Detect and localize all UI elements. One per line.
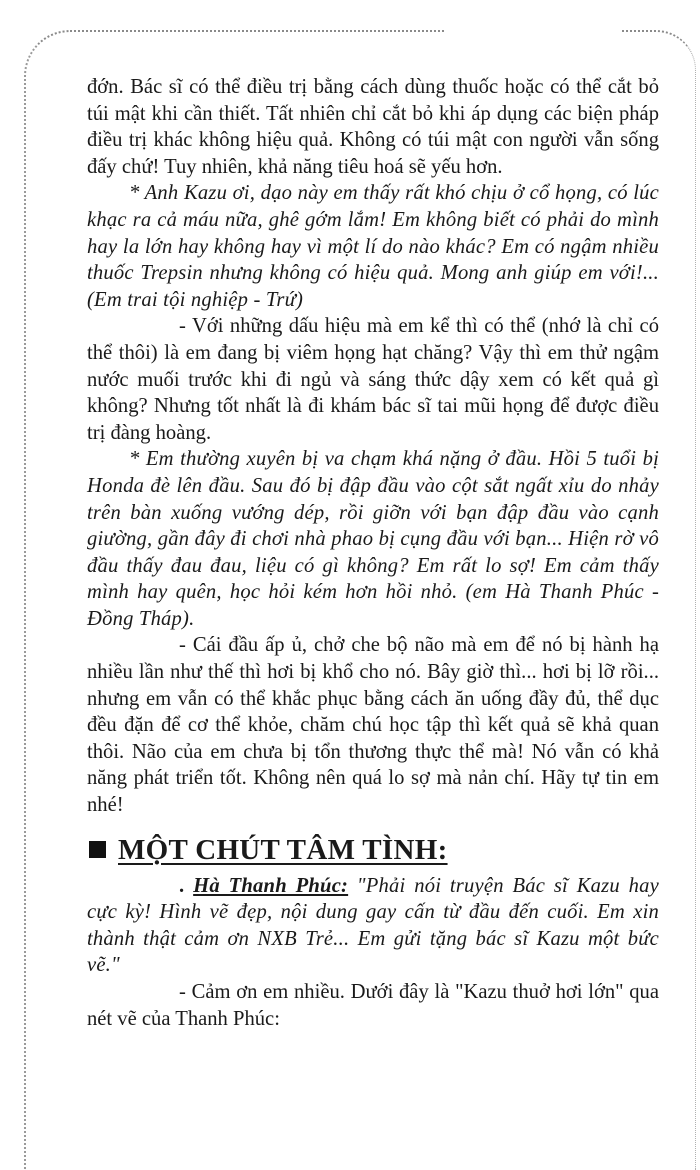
section-heading [87,833,659,867]
border-gap [446,28,621,34]
reader-question-throat: * Anh Kazu ơi, dạo này em thấy rất khó chịu ở cổ họng, có lúc khạc ra cả máu nữa, ghê gớm lắm! Em không biết có phải do mình hay la lớn hay không hay vì một lí do nào khác? Em có ngậm nhiều thuốc Trepsin nhưng không có hiệu quả. Mong anh giúp em với!... (Em trai tội nghiệp - Trứ) [87,182,659,311]
reader-question-head-injury: * Em thường xuyên bị va chạm khá nặng ở đầu. Hồi 5 tuổi bị Honda đè lên đầu. Sau đó bị đập đầu vào cột sắt ngất xỉu do nhảy trên bàn xuống vướng dép, rồi giỡn với bạn đập đầu vào cạnh giường, gần đây đi chơi nhà phao bị cụng đầu với bạn... Hiện rờ vô đầu thấy đau đau, liệu có gì không? Em rất lo sợ! Em cảm thấy mình hay quên, học hỏi kém hơn hồi nhỏ. (em Hà Thanh Phúc - Đồng Tháp). [87,448,659,630]
section-heading-text: MỘT CHÚT TÂM TÌNH: [118,833,448,866]
answer-continuation-paragraph: đớn. Bác sĩ có thể điều trị bằng cách dùng thuốc hoặc có thể cắt bỏ túi mật khi cần thiết. Tất nhiên chỉ cắt bỏ khi áp dụng các biện pháp điều trị khác không hiệu quả. Không có túi mật con người vẫn sống đấy chứ! Tuy nhiên, khả năng tiêu hoá sẽ yếu hơn. [87,76,659,178]
letter-author-name: Hà Thanh Phúc: [193,874,349,897]
page-content [87,74,659,1032]
doctor-answer-throat: - Với những dấu hiệu mà em kể thì có thể (nhớ là chỉ có thể thôi) là em đang bị viêm họng hạt chăng? Vậy thì em thử ngậm nước muối trước khi đi ngủ và sáng thức dậy xem có kết quả gì không? Nhưng tốt nhất là đi khám bác sĩ tai mũi họng để được điều trị đàng hoàng. [87,315,659,444]
square-bullet-icon [89,841,106,858]
doctor-answer-head-injury: - Cái đầu ấp ủ, chở che bộ não mà em để nó bị hành hạ nhiều lần như thế thì hơi bị khổ cho nó. Bây giờ thì... hơi bị lỡ rồi... nhưng em vẫn có thể khắc phục bằng cách ăn uống đầy đủ, thể dục đều đặn để cơ thể khỏe, chăm chú học tập thì kết quả sẽ khả quan thôi. Não của em chưa bị tổn thương thực thể mà! Nó vẫn có khả năng phát triển tốt. Không nên quá lo sợ mà nản chí. Hãy tự tin em nhé! [87,634,659,817]
letter-bullet: . [179,874,185,897]
doctor-reply-paragraph: - Cảm ơn em nhiều. Dưới đây là "Kazu thuở hơi lớn" qua nét vẽ của Thanh Phúc: [87,981,659,1030]
reader-letter-paragraph [87,873,659,979]
letter-text: "Phải nói truyện Bác sĩ Kazu hay cực kỳ! Hình vẽ đẹp, nội dung gay cấn từ đầu đến cuối. Em xin thành thật cảm ơn NXB Trẻ... Em gửi tặng bác sĩ Kazu một bức vẽ." [87,874,659,977]
